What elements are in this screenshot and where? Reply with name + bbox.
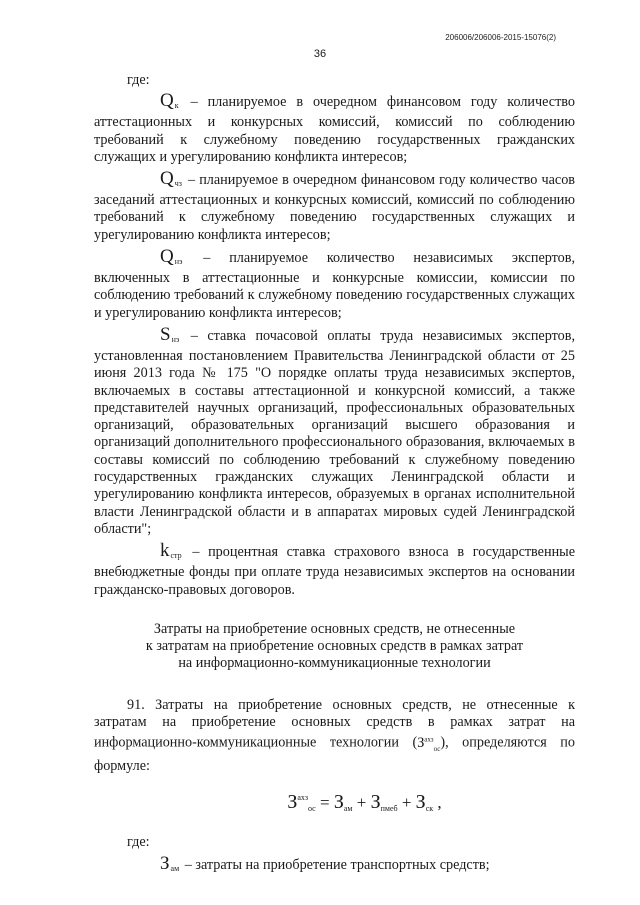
definition-text: – планируемое количество независимых экспертов, включенных в аттестационные и конкурсные комиссии, комиссии по соблюдению требований к служебному поведению государственных служащих и урегулированию конфликта интересов; — [94, 250, 575, 321]
where-label: где: — [127, 72, 150, 88]
section-title-line: к затратам на приобретение основных средств в рамках затрат — [145, 638, 524, 655]
definition-text: – затраты на приобретение транспортных средств; — [184, 856, 490, 873]
where-label: где: — [127, 834, 150, 851]
document-body — [94, 72, 575, 881]
definition-q-k — [94, 92, 575, 166]
definition-text: – планируемое в очередном финансовом году количество часов заседаний аттестационных и конкурсных комиссий, комиссий по соблюдению требований к служебному поведению государственных служащих и урегулированию конфликта интересов; — [94, 172, 575, 243]
definition-q-ne — [94, 248, 575, 322]
definition-z-am — [94, 852, 575, 877]
formula-symbol: $Q_{чз}$ — [160, 168, 182, 190]
definition-text: – процентная ставка страхового взноса в государственные внебюджетные фонды при оплате труда независимых экспертов на основании гражданско-правовых договоров. — [94, 544, 575, 598]
section-title-line: на информационно-коммуникационные технологии — [178, 655, 491, 672]
formula: $З^{ахз}_{ос} = З_{ам} + З_{пмеб} + З_{ск}$ , — [287, 791, 442, 814]
paragraph-91: 91. Затраты на приобретение основных средств, не отнесенные к затратам на приобретение основных средств в рамках затрат на информационно-коммуникационные технологии $(З^{ахз}_{ос})$, определяются по формуле: — [94, 696, 575, 775]
formula-symbol: $З_{ам}$ — [160, 852, 180, 874]
section-title-line: Затраты на приобретение основных средств, не отнесенные — [153, 620, 516, 637]
definition-text: – ставка почасовой оплаты труда независимых экспертов, установленная постановлением Правительства Ленинградской области от 25 июня 2013 года № 175 "О порядке оплаты труда независимых экспертов, включаемых в составы аттестационной и конкурсной комиссий, а также представителей научных организаций, профессиональных образовательных организаций, образовательных организаций высшего образования и организаций дополнительного профессионального образования, включаемых в составы комиссий по соблюдению требований к служебному поведению государственных гражданских служащих Ленинградской области и урегулированию конфликта интересов, образуемых в органах исполнительной власти Ленинградской области и в аппаратах мировых судей Ленинградской области"; — [94, 327, 575, 537]
definition-s-ne — [94, 323, 575, 538]
definition-text: – планируемое в очередном финансовом году количество аттестационных и конкурсных комиссий, комиссий по соблюдению требований к служебному поведению государственных гражданских служащих и урегулированию конфликта интересов; — [94, 94, 576, 165]
inline-formula-symbol: $З^{ахз}_{ос}$ — [417, 735, 441, 753]
page-number: 36 — [313, 48, 327, 60]
formula-symbol: $S_{нэ}$ — [160, 323, 180, 345]
formula-symbol: $Q_{нэ}$ — [160, 246, 183, 268]
definition-q-chz — [94, 170, 575, 244]
formula-symbol: $Q_к$ — [160, 90, 179, 112]
definition-k-str — [94, 542, 575, 599]
section-title — [94, 621, 575, 673]
formula-symbol: $k_{стр}$ — [160, 540, 182, 562]
document-id: 206006/206006-2015-15076(2) — [445, 33, 556, 42]
